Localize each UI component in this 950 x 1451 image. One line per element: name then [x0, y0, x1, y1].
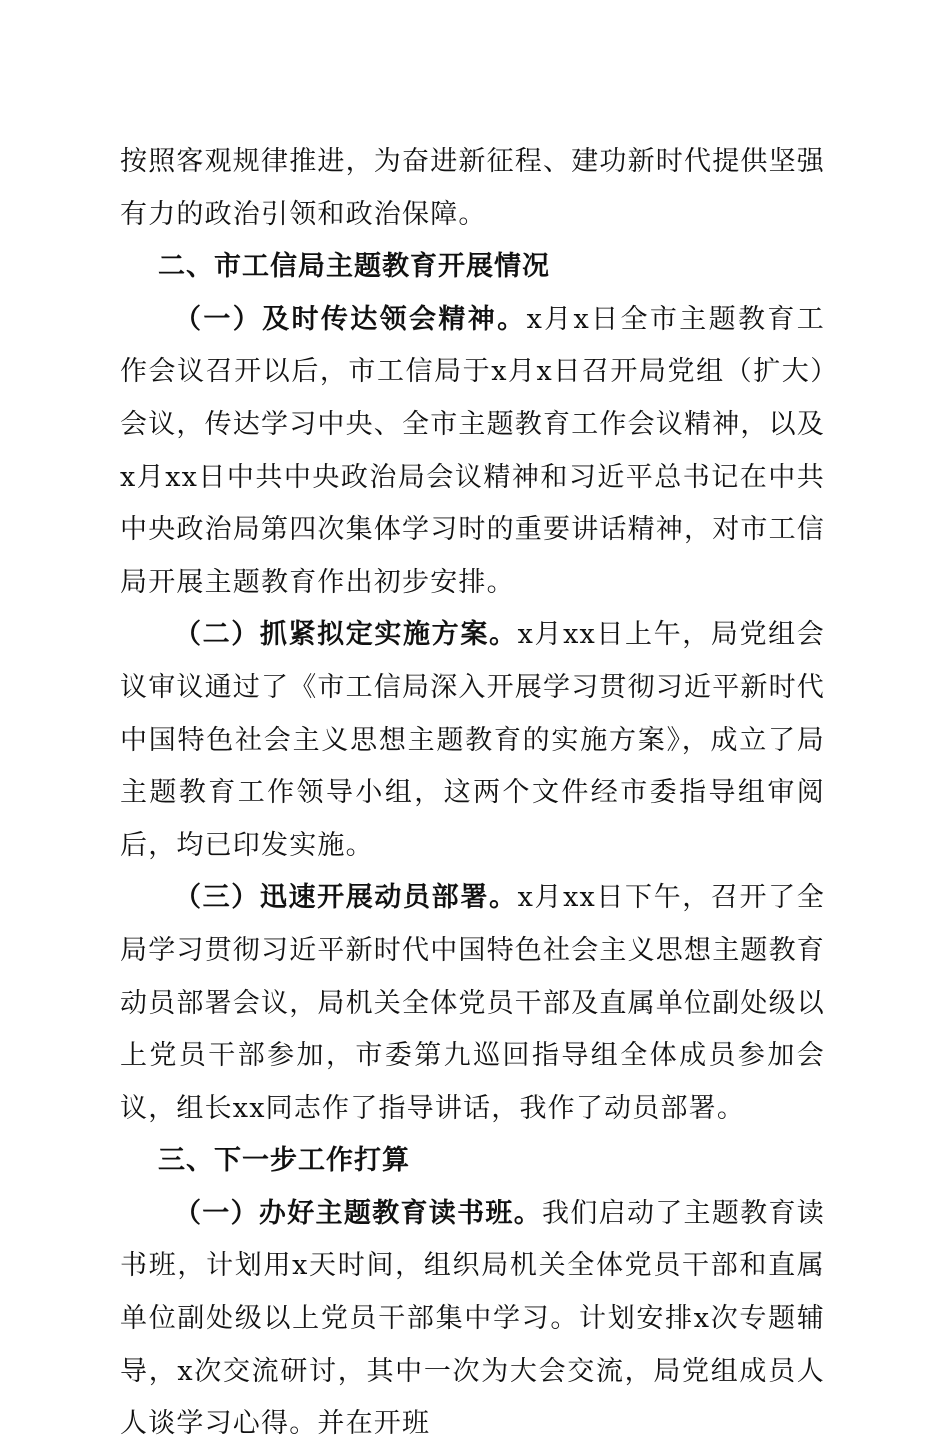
section-heading-3: 三、下一步工作打算 — [158, 1145, 410, 1177]
paragraph-lead: （二）抓紧拟定实施方案。 — [174, 619, 518, 651]
paragraph-2-3 — [120, 872, 825, 1135]
paragraph-text: 我们启动了主题教育读书班，计划用x天时间，组织局机关全体党员干部和直属单位副处级以上党员干部集中学习。计划安排x次专题辅导，x次交流研讨，其中一次为大会交流，局党组成员人人谈学习心得。并在开班 — [120, 1197, 825, 1440]
paragraph-2-2 — [120, 609, 825, 872]
paragraph-text: x月x日全市主题教育工作会议召开以后，市工信局于x月x日召开局党组（扩大）会议，传达学习中央、全市主题教育工作会议精神，以及x月xx日中共中央政治局会议精神和习近平总书记在中共中央政治局第四次集体学习时的重要讲话精神，对市工信局开展主题教育作出初步安排。 — [120, 303, 826, 598]
paragraph-text: x月xx日上午，局党组会议审议通过了《市工信局深入开展学习贯彻习近平新时代中国特色社会主义思想主题教育的实施方案》，成立了局主题教育工作领导小组，这两个文件经市委指导组审阅后，均已印发实施。 — [120, 619, 825, 861]
section-heading-2: 二、市工信局主题教育开展情况 — [158, 251, 550, 283]
paragraph-lead: （三）迅速开展动员部署。 — [174, 882, 518, 914]
paragraph-lead: （一）办好主题教育读书班。 — [174, 1197, 543, 1229]
paragraph-2-1 — [120, 294, 825, 610]
paragraph-continuation — [120, 136, 825, 241]
paragraph-text: 按照客观规律推进，为奋进新征程、建功新时代提供坚强有力的政治引领和政治保障。 — [120, 146, 825, 230]
paragraph-lead: （一）及时传达领会精神。 — [174, 303, 527, 335]
paragraph-text: x月xx日下午，召开了全局学习贯彻习近平新时代中国特色社会主义思想主题教育动员部署会议，局机关全体党员干部及直属单位副处级以上党员干部参加，市委第九巡回指导组全体成员参加会议，组长xx同志作了指导讲话，我作了动员部署。 — [120, 882, 825, 1124]
paragraph-3-1 — [120, 1188, 825, 1451]
document-page — [120, 136, 825, 1451]
